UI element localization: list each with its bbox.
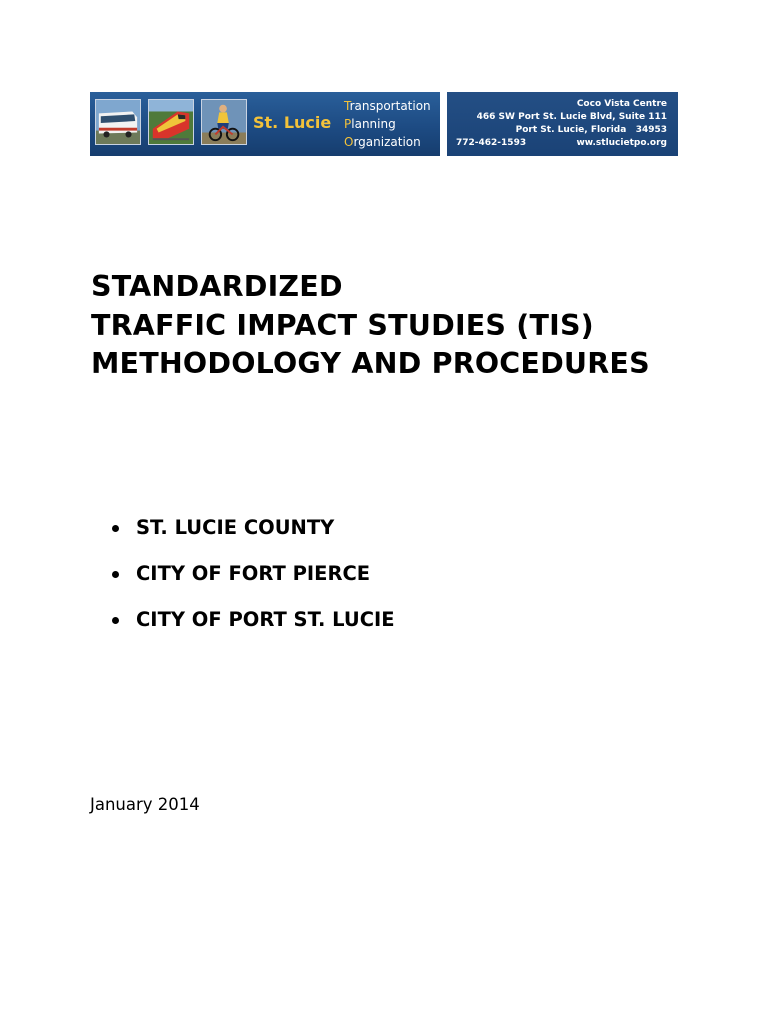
letterhead-logo-banner bbox=[90, 92, 440, 156]
jurisdiction-label: ST. LUCIE COUNTY bbox=[136, 516, 335, 539]
contact-phone: 772-462-1593 bbox=[456, 138, 527, 148]
letterhead-contact-banner bbox=[447, 92, 678, 156]
brand-line-organization: Organization bbox=[344, 135, 421, 149]
contact-phone-web-row bbox=[456, 137, 667, 150]
brand-organization-name bbox=[344, 97, 431, 151]
title-line-2: TRAFFIC IMPACT STUDIES (TIS) bbox=[91, 308, 594, 342]
cyclist-photo-icon bbox=[201, 99, 247, 145]
contact-building: Coco Vista Centre bbox=[576, 99, 667, 109]
train-photo-icon bbox=[148, 99, 194, 145]
document-date: January 2014 bbox=[90, 795, 200, 814]
jurisdiction-label: CITY OF FORT PIERCE bbox=[136, 562, 371, 585]
bus-photo-icon bbox=[95, 99, 141, 145]
bullet-icon bbox=[112, 525, 119, 532]
contact-city: Port St. Lucie, Florida 34953 bbox=[515, 125, 667, 135]
brand-line-planning: Planning bbox=[344, 117, 396, 131]
bullet-icon bbox=[112, 571, 119, 578]
jurisdiction-label: CITY OF PORT ST. LUCIE bbox=[136, 608, 395, 631]
contact-block bbox=[456, 98, 667, 150]
brand-place-name: St. Lucie bbox=[253, 113, 332, 132]
contact-website: ww.stlucietpo.org bbox=[576, 138, 667, 148]
document-title bbox=[91, 268, 731, 384]
contact-street: 466 SW Port St. Lucie Blvd, Suite 111 bbox=[476, 112, 667, 122]
title-line-1: STANDARDIZED bbox=[91, 270, 343, 303]
bullet-icon bbox=[112, 617, 119, 624]
title-line-3: METHODOLOGY AND PROCEDURES bbox=[91, 347, 650, 380]
brand-line-transportation: Transportation bbox=[344, 99, 431, 113]
